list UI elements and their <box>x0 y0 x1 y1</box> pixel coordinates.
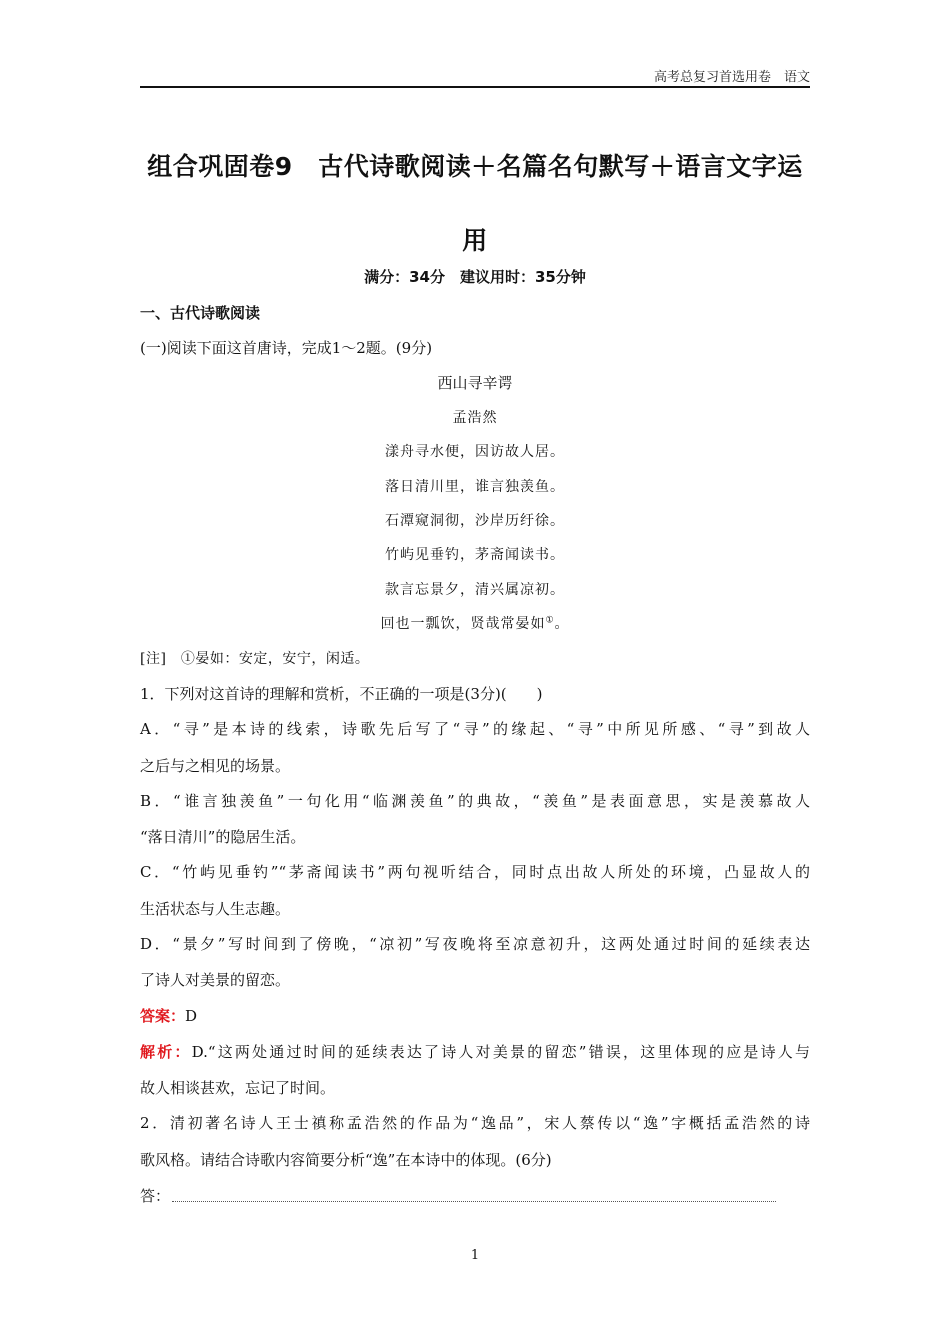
analysis-line-2: 故人相谈甚欢，忘记了时间。 <box>140 1079 336 1097</box>
analysis-line-1 <box>140 1041 810 1062</box>
option-b-line-1: B．“谁言独羡鱼”一句化用“临渊羡鱼”的典故，“羡鱼”是表面意思，实是羡慕故人 <box>140 792 810 810</box>
poem-line: 落日清川里，谁言独羡鱼。 <box>385 479 565 495</box>
answer-row <box>140 1005 810 1026</box>
poem-line: 款言忘景夕，清兴属凉初。 <box>385 582 565 598</box>
poem-line: 竹屿见垂钓，茅斋闻读书。 <box>385 547 565 563</box>
answer-label: 答案： <box>140 1007 186 1025</box>
score-time-info: 满分：34分 建议用时：35分钟 <box>364 268 586 286</box>
question-2-stem-2: 歌风格。请结合诗歌内容简要分析“逸”在本诗中的体现。(6分) <box>140 1151 552 1169</box>
answer-line[interactable] <box>172 1201 776 1202</box>
option-d-line-2: 了诗人对美景的留恋。 <box>140 971 291 989</box>
option-a-line-2: 之后与之相见的场景。 <box>140 757 291 775</box>
option-b-line-2: “落日清川”的隐居生活。 <box>140 828 306 846</box>
analysis-label: 解析： <box>140 1043 192 1061</box>
poem-note: [注] ①晏如：安定，安宁，闲适。 <box>140 651 370 667</box>
page-number: 1 <box>470 1248 480 1263</box>
answer-value: D <box>185 1007 198 1025</box>
page-title <box>140 130 810 278</box>
question-1-stem: 1．下列对这首诗的理解和赏析，不正确的一项是(3分)( ) <box>140 685 543 703</box>
option-c-line-2: 生活状态与人生志趣。 <box>140 900 291 918</box>
poem-line-last <box>140 613 810 633</box>
question-2-stem-1: 2．清初著名诗人王士禛称孟浩然的作品为“逸品”，宋人蔡传以“逸”字概括孟浩然的诗 <box>140 1114 810 1132</box>
poem-title: 西山寻辛谔 <box>437 374 513 392</box>
answer-prompt: 答： <box>140 1187 171 1205</box>
section-heading: 一、古代诗歌阅读 <box>140 304 261 322</box>
option-a-line-1: A．“寻”是本诗的线索，诗歌先后写了“寻”的缘起、“寻”中所见所感、“寻”到故人 <box>140 720 810 738</box>
poem-author: 孟浩然 <box>452 410 498 426</box>
poem-last-line-text: 回也一瓢饮，贤哉常晏如 <box>380 616 546 632</box>
part-intro: (一)阅读下面这首唐诗，完成1～2题。(9分) <box>140 339 433 357</box>
poem-last-line-end: 。 <box>554 616 570 632</box>
title-line-2: 用 <box>462 226 488 255</box>
option-c-line-1: C．“竹屿见垂钓”“茅斋闻读书”两句视听结合，同时点出故人所处的环境，凸显故人的 <box>140 863 810 881</box>
option-d-line-1: D．“景夕”写时间到了傍晚，“凉初”写夜晚将至凉意初升，这两处通过时间的延续表达 <box>140 935 810 953</box>
footnote-mark: ① <box>545 615 555 626</box>
page-header: 高考总复习首选用卷 语文 <box>140 66 810 88</box>
title-line-1: 组合巩固卷9 古代诗歌阅读＋名篇名句默写＋语言文字运 <box>147 152 803 181</box>
analysis-text-1: D.“这两处通过时间的延续表达了诗人对美景的留恋”错误，这里体现的应是诗人与 <box>191 1043 810 1061</box>
poem-line: 石潭窥洞彻，沙岸历纡徐。 <box>385 513 565 529</box>
poem-line: 漾舟寻水便，因访故人居。 <box>385 444 565 460</box>
